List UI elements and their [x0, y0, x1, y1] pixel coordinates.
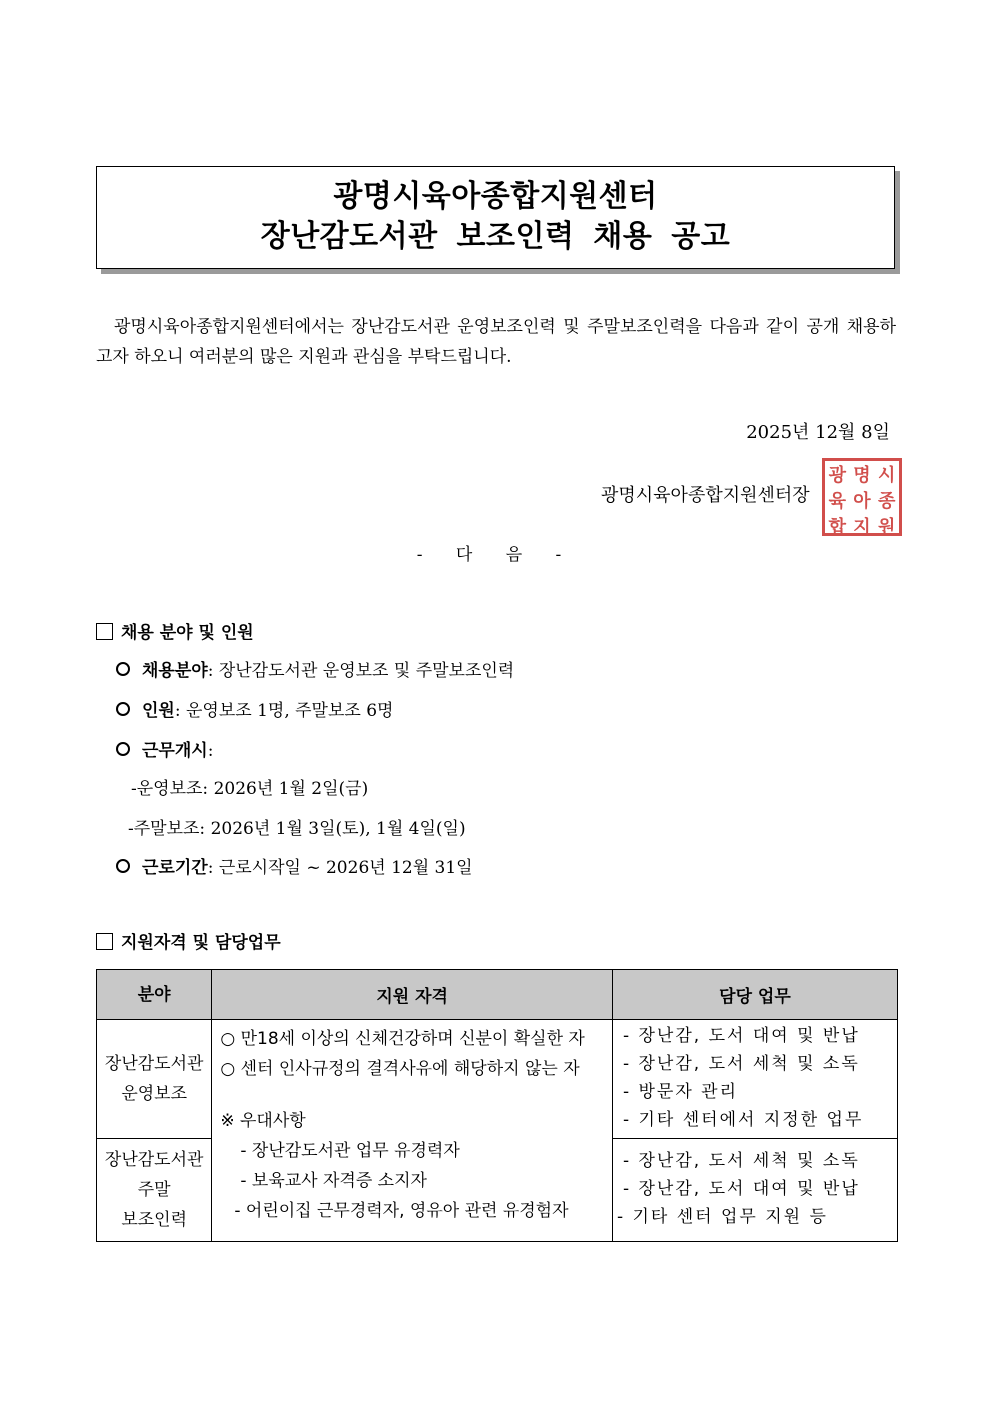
duty-item: - 기타 센터에서 지정한 업무: [622, 1110, 864, 1130]
item-work-start: [116, 736, 213, 761]
field-line: 장난감도서관: [104, 1150, 204, 1170]
item-value: :: [207, 741, 214, 761]
circle-bullet-icon: [116, 662, 130, 676]
circle-bullet-icon: [116, 702, 130, 716]
qualification-item: ○ 센터 인사규정의 결격사유에 해당하지 않는 자: [220, 1059, 580, 1079]
duty-item: - 장난감, 도서 세척 및 소독: [622, 1151, 860, 1171]
circle-bullet-icon: [116, 742, 130, 756]
field-cell-operations: [97, 1020, 212, 1139]
seal-char: 명: [853, 465, 871, 486]
duty-item: - 장난감, 도서 대여 및 반납: [622, 1179, 860, 1199]
item-label: 근무개시: [142, 741, 208, 761]
preference-item: - 장난감도서관 업무 유경력자: [240, 1141, 460, 1161]
official-seal: [822, 458, 902, 536]
work-start-operations: -운영보조: 2026년 1월 2일(금): [131, 779, 369, 799]
duty-item: - 기타 센터 업무 지원 등: [616, 1207, 828, 1227]
issuer-name: 광명시육아종합지원센터장: [601, 485, 810, 506]
qualification-cell: [212, 1020, 613, 1242]
circle-bullet-icon: [116, 859, 130, 873]
preference-item: - 어린이집 근무경력자, 영유아 관련 유경험자: [234, 1201, 569, 1221]
header-duties: 담당 업무: [612, 970, 897, 1020]
header-field: 분야: [97, 970, 212, 1020]
item-value: : 장난감도서관 운영보조 및 주말보조인력: [207, 661, 515, 681]
seal-char: 육: [828, 491, 847, 512]
duty-item: - 방문자 관리: [622, 1082, 739, 1102]
qualification-table: [96, 969, 898, 1242]
duties-cell-weekend: [612, 1139, 897, 1242]
field-line: 주말: [137, 1180, 171, 1200]
work-start-weekend: -주말보조: 2026년 1월 3일(토), 1월 4일(일): [128, 819, 466, 839]
field-line: 운영보조: [121, 1084, 188, 1104]
seal-char: 광: [828, 465, 847, 486]
header-qualification: 지원 자격: [212, 970, 613, 1020]
preference-item: - 보육교사 자격증 소지자: [240, 1171, 427, 1191]
section-recruitment-heading: [96, 618, 254, 643]
title-line-1: 광명시육아종합지원센터: [333, 179, 658, 214]
checkbox-square-icon: [96, 933, 113, 950]
seal-char: 합: [828, 517, 847, 538]
announcement-date: 2025년 12월 8일: [746, 422, 890, 443]
item-label: 채용분야: [142, 661, 208, 681]
title-box: [96, 166, 895, 269]
title-line-2: 장난감도서관 보조인력 채용 공고: [260, 219, 731, 254]
seal-char: 시: [877, 465, 896, 486]
intro-paragraph: 광명시육아종합지원센터에서는 장난감도서관 운영보조인력 및 주말보조인력을 다음과 같이 공개 채용하고자 하오니 여러분의 많은 지원과 관심을 부탁드립니다.: [96, 317, 896, 367]
item-value: : 운영보조 1명, 주말보조 6명: [174, 701, 394, 721]
field-line: 보조인력: [121, 1210, 188, 1230]
item-headcount: [116, 696, 393, 721]
item-label: 근로기간: [142, 858, 208, 878]
seal-char: 원: [877, 517, 896, 538]
item-value: : 근로시작일 ~ 2026년 12월 31일: [207, 858, 473, 878]
duties-cell-operations: [612, 1020, 897, 1139]
checkbox-square-icon: [96, 623, 113, 640]
preference-title: ※ 우대사항: [220, 1111, 306, 1131]
table-row: [97, 1020, 898, 1139]
separator: - 다 음 -: [416, 545, 576, 565]
seal-char: 아: [853, 491, 871, 512]
table-header-row: [97, 970, 898, 1020]
item-label: 인원: [142, 701, 175, 721]
section-heading-text: 채용 분야 및 인원: [121, 623, 254, 643]
section-heading-text: 지원자격 및 담당업무: [121, 933, 281, 953]
duty-item: - 장난감, 도서 세척 및 소독: [622, 1054, 860, 1074]
item-work-period: [116, 853, 473, 878]
field-line: 장난감도서관: [104, 1054, 204, 1074]
section-qualification-heading: [96, 928, 281, 953]
seal-char: 종: [877, 491, 896, 512]
item-recruitment-field: [116, 656, 514, 681]
qualification-item: ○ 만18세 이상의 신체건강하며 신분이 확실한 자: [220, 1029, 585, 1049]
seal-char: 지: [853, 517, 871, 538]
field-cell-weekend: [97, 1139, 212, 1242]
duty-item: - 장난감, 도서 대여 및 반납: [622, 1026, 860, 1046]
